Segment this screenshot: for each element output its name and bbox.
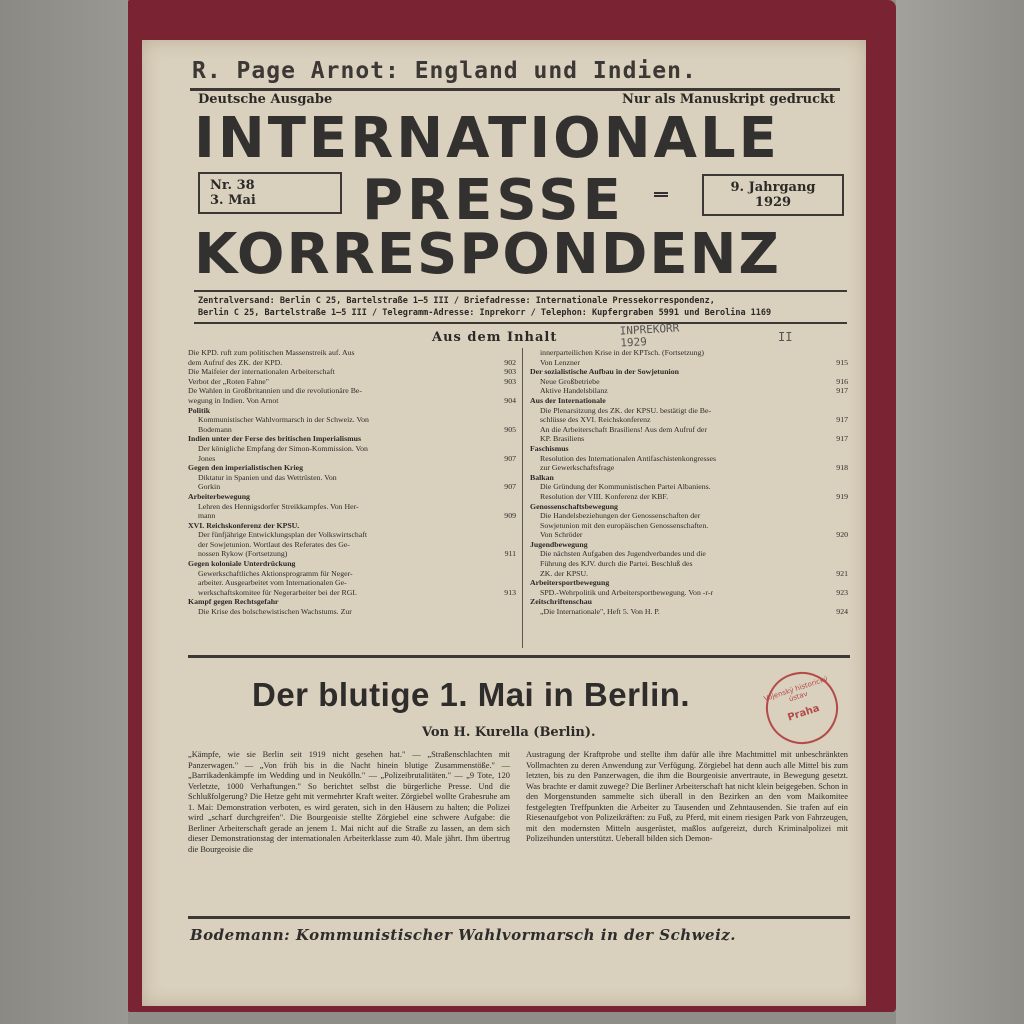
volume-label: 9. Jahrgang [730, 180, 816, 195]
toc-entry-text: Jugendbewegung [530, 539, 588, 549]
toc-entry [530, 530, 848, 540]
toc-entry [530, 358, 848, 368]
toc-entry-text: dem Aufruf des ZK. der KPD. [188, 357, 283, 367]
toc-entry-text: Der königliche Empfang der Simon-Kommission. Von [198, 443, 368, 453]
toc-page-number: 918 [836, 463, 848, 473]
issue-box [198, 172, 342, 214]
toc-entry [188, 540, 516, 550]
toc-entry-text: Resolution des Internationalen Antifaschistenkongresses [540, 453, 717, 463]
toc-page-number: 907 [504, 453, 516, 463]
toc-entry [530, 492, 848, 502]
toc-section-heading [530, 473, 848, 483]
toc-entry [188, 425, 516, 435]
toc-entry-text: mann [198, 511, 216, 521]
toc-entry-text: arbeiter. Ausgearbeitet vom Internationalen Ge- [198, 578, 347, 588]
toc-entry-text: Von Schröder [540, 530, 583, 540]
masthead-hyphen [654, 192, 668, 197]
toc-page-number: 917 [836, 386, 848, 396]
toc-entry-text: Die Krise des bolschewistischen Wachstums. Zur [198, 607, 352, 617]
toc-entry [188, 415, 516, 425]
toc-entry-text: Jones [198, 453, 216, 463]
toc-entry [188, 444, 516, 454]
toc-entry [530, 559, 848, 569]
toc-entry [188, 358, 516, 368]
toc-entry-text: Gewerkschaftliches Aktionsprogramm für Neger- [198, 568, 353, 578]
article-byline: Von H. Kurella (Berlin). [422, 725, 596, 740]
handwritten-note [619, 322, 680, 349]
stamp-text: Vojenský historický ústav [762, 674, 829, 704]
toc-page-number: 913 [504, 587, 516, 597]
toc-entry [188, 482, 516, 492]
toc-entry [188, 578, 516, 588]
toc-entry-text: Die nächsten Aufgaben des Jugendverbandes und die [540, 549, 706, 559]
toc-page-number: 904 [504, 395, 516, 405]
toc-entry-text: Resolution der VIII. Konferenz der KBF. [540, 491, 669, 501]
address-block [194, 290, 847, 324]
article-column-right: Austragung der Kraftprobe und stellte ihm dafür alle ihre Machtmittel mit unbeschränkten Vollmachten zu deren Anwendung zur Verfügung. Zörgiebel hat denn auch alle Mittel bis zum letzten, bis zu den Panzerwagen, die ihm die Bourgeoisie anvertraute, in Bewegung gesetzt. Was brachte er damit zuwege? Die Berliner Arbeiterschaft hat nicht klein beigegeben. Schon in den Morgenstunden sammelte sich überall in den Bezirken an den vom Maikomitee festgelegten Treffpunkten die Arbeiter zu Tausenden und Zehntausenden. Sie trafen auf ein Riesenaufgebot von Polizeikräften: zu Fuß, zu Pferd, mit einem riesigen Park von Fahrzeugen, mit den modernsten Mitteln ausgerüstet, maßlos aufgereizt, durch Kriminalpolizei mit Polizeihunden unterstützt. Ueberall bilden sich Demon- [526, 750, 848, 843]
toc-entry-text: Balkan [530, 472, 554, 482]
masthead-line-2: PRESSE [362, 168, 625, 233]
toc-entry-text: Politik [188, 405, 211, 415]
toc-entry-text: KP. Brasiliens [540, 434, 585, 444]
toc-divider [522, 348, 523, 648]
toc-entry-text: Der fünfjährige Entwicklungsplan der Volkswirtschaft [198, 530, 368, 540]
toc-section-heading [530, 597, 848, 607]
handwritten-roman: II [778, 330, 793, 344]
toc-entry-text: Genossenschaftsbewegung [530, 501, 618, 511]
background-left [0, 0, 128, 1024]
volume-box [702, 174, 844, 216]
article-bottom-rule [188, 916, 850, 919]
toc-entry [188, 588, 516, 598]
toc-entry-text: Gorkin [198, 482, 221, 492]
toc-entry-text: innerparteilichen Krise in der KPTsch. (Fortsetzung) [540, 348, 705, 357]
toc-entry-text: schlüsse des XVI. Reichskonferenz [540, 415, 651, 425]
edition-label: Deutsche Ausgabe [198, 92, 333, 107]
toc-entry-text: zur Gewerkschaftsfrage [540, 463, 615, 473]
toc-entry-text: Die Handelsbeziehungen der Genossenschaften der [540, 511, 701, 521]
toc-entry [188, 569, 516, 579]
toc-entry-text: Von Lenzner [540, 357, 580, 367]
handwritten-note-line: 1929 [619, 335, 648, 350]
toc-right-column [530, 348, 848, 617]
toc-entry [530, 463, 848, 473]
toc-section-heading [530, 502, 848, 512]
toc-entry [530, 434, 848, 444]
toc-entry-text: werkschaftskomitee für Negerarbeiter bei der RGI. [198, 587, 357, 597]
toc-entry-text: ZK. der KPSU. [540, 568, 589, 578]
toc-entry-text: Bodemann [198, 424, 232, 434]
toc-page-number: 917 [836, 415, 848, 425]
issue-date: 3. Mai [210, 193, 256, 208]
toc-entry-text: Lehren des Hennigsdorfer Streikkampfes. Von Her- [198, 501, 359, 511]
toc-entry-text: De Wahlen in Großbritannien und die revolutionäre Be- [188, 386, 362, 396]
toc-section-heading [530, 396, 848, 406]
top-title: R. Page Arnot: England und Indien. [192, 58, 697, 84]
masthead-line-3: KORRESPONDENZ [194, 222, 782, 287]
toc-entry-text: An die Arbeiterschaft Brasiliens! Aus dem Aufruf der [540, 424, 707, 434]
manuscript-note: Nur als Manuskript gedruckt [622, 92, 836, 107]
toc-section-heading [188, 521, 516, 531]
toc-entry [188, 386, 516, 396]
toc-entry-text: Die KPD. ruft zum politischen Massenstreik auf. Aus [188, 348, 355, 357]
toc-entry-text: Zeitschriftenschau [530, 597, 592, 607]
toc-entry-text: Sowjetunion mit den europäischen Genossenschaften. [540, 520, 709, 530]
toc-entry [530, 521, 848, 531]
toc-page-number: 923 [836, 587, 848, 597]
toc-entry-text: Kampf gegen Rechtsgefahr [188, 597, 279, 607]
toc-entry [188, 454, 516, 464]
toc-page-number: 907 [504, 482, 516, 492]
toc-entry-text: Arbeitersportbewegung [530, 578, 610, 588]
toc-entry-text: Die Maifeier der internationalen Arbeiterschaft [188, 367, 335, 377]
toc-entry [530, 425, 848, 435]
toc-entry-text: Neue Großbetriebe [540, 376, 600, 386]
toc-page-number: 924 [836, 607, 848, 617]
toc-section-heading [188, 463, 516, 473]
toc-left-column [188, 348, 516, 617]
toc-section-heading [530, 540, 848, 550]
toc-entry [530, 607, 848, 617]
toc-entry [530, 588, 848, 598]
toc-section-heading [530, 444, 848, 454]
toc-page-number: 909 [504, 511, 516, 521]
toc-entry [530, 569, 848, 579]
toc-entry [188, 396, 516, 406]
toc-entry-text: Verbot der „Roten Fahne" [188, 376, 269, 386]
article-column-left: „Kämpfe, wie sie Berlin seit 1919 nicht gesehen hat." — „Straßenschlachten mit Panzerwagen." — „Von früh bis in die Nacht hinein blutige Zusammenstöße." — „Barrikadenkämpfe im Wedding und in Neukölln." — „Polizeibrutalitäten." — „9 Tote, 120 Verletzte, 1000 Verhaftungen." So berichtet selbst die bürgerliche Presse. Und die Schlußfolgerung? Die Hetze geht mit vermehrter Kraft weiter. Zörgiebel wollte Grabesruhe am 1. Mai: Demonstration verboten, es wird geraten, sich in den Häusern zu halten; die Polizei wird „scharf durchgreifen". Die Bourgeoisie stellte Zörgiebel eine schwere Aufgabe: die Berliner Arbeiterschaft gerade an jenem 1. Mai nicht auf die Straße zu lassen, an dem sich dieser Demonstrationstag der internationalen Arbeiterklasse zum 40. Male jährt. Ihm übertrug die Bourgeoisie die [188, 750, 510, 854]
toc-entry [530, 386, 848, 396]
article-headline: Der blutige 1. Mai in Berlin. [252, 676, 691, 713]
address-line: Berlin C 25, Bartelstraße 1—5 III / Telegramm-Adresse: Inprekorr / Telephon: Kupfergraben 5991 und Berolina 1169 [198, 308, 772, 318]
toc-entry [188, 549, 516, 559]
toc-page-number: 919 [836, 491, 848, 501]
toc-page-number: 917 [836, 434, 848, 444]
toc-entry-text: der Sowjetunion. Wortlaut des Referates des Ge- [198, 539, 350, 549]
toc-entry [530, 549, 848, 559]
toc-page-number: 920 [836, 530, 848, 540]
toc-section-heading [188, 434, 516, 444]
toc-page-number: 911 [504, 549, 516, 559]
toc-bottom-rule [188, 655, 850, 658]
volume-year: 1929 [754, 195, 792, 210]
toc-section-heading [530, 367, 848, 377]
toc-entry [188, 367, 516, 377]
toc-entry [530, 454, 848, 464]
toc-entry [530, 482, 848, 492]
toc-entry-text: „Die Internationale", Heft 5. Von H. P. [540, 607, 660, 617]
toc-page-number: 916 [836, 376, 848, 386]
toc-entry-text: Kommunistischer Wahlvormarsch in der Schweiz. Von [198, 415, 369, 425]
toc-section-heading [188, 406, 516, 416]
toc-page-number: 915 [836, 357, 848, 367]
footer-title: Bodemann: Kommunistischer Wahlvormarsch in der Schweiz. [190, 926, 737, 944]
toc-entry-text: Aktive Handelsbilanz [540, 386, 608, 396]
toc-entry [188, 607, 516, 617]
masthead-line-1: INTERNATIONALE [194, 106, 780, 171]
toc-entry [188, 511, 516, 521]
toc-entry-text: XVI. Reichskonferenz der KPSU. [188, 520, 300, 530]
toc-entry [188, 348, 516, 358]
toc-entry-text: Arbeiterbewegung [188, 491, 250, 501]
toc-entry-text: Die Plenarsitzung des ZK. der KPSU. bestätigt die Be- [540, 405, 712, 415]
toc-entry [530, 415, 848, 425]
handwritten-note-line: INPREKORR [619, 321, 680, 338]
toc-entry-text: Indien unter der Ferse des britischen Imperialismus [188, 434, 361, 444]
toc-page-number: 905 [504, 424, 516, 434]
toc-heading: Aus dem Inhalt [432, 330, 558, 345]
toc-entry-text: Führung des KJV. durch die Partei. Beschluß des [540, 559, 693, 569]
toc-entry-text: Der sozialistische Aufbau in der Sowjetunion [530, 367, 679, 377]
toc-section-heading [530, 578, 848, 588]
toc-page-number: 921 [836, 568, 848, 578]
toc-page-number: 903 [504, 376, 516, 386]
toc-section-heading [188, 559, 516, 569]
toc-entry-text: Gegen den imperialistischen Krieg [188, 463, 303, 473]
toc-section-heading [188, 597, 516, 607]
issue-number: Nr. 38 [210, 178, 255, 193]
toc-entry [188, 377, 516, 387]
toc-entry-text: wegung in Indien. Von Arnot [188, 395, 279, 405]
toc-entry [188, 530, 516, 540]
stamp-city: Praha [786, 702, 822, 724]
toc-entry-text: SPD.-Wehrpolitik und Arbeitersportbewegung. Von -r-r [540, 587, 714, 597]
toc-entry-text: Diktatur in Spanien und das Wettrüsten. Von [198, 472, 337, 482]
toc-entry-text: Faschismus [530, 443, 569, 453]
toc-entry [530, 377, 848, 387]
toc-entry [530, 406, 848, 416]
toc-entry-text: Aus der Internationale [530, 395, 606, 405]
toc-entry [188, 473, 516, 483]
toc-entry-text: nossen Rykow (Fortsetzung) [198, 549, 288, 559]
toc-entry [530, 348, 848, 358]
newspaper-page [142, 40, 866, 1006]
library-stamp [757, 663, 848, 754]
toc-page-number: 903 [504, 367, 516, 377]
address-line: Zentralversand: Berlin C 25, Bartelstraße 1—5 III / Briefadresse: Internationale Pressekorrespondenz, [198, 296, 715, 306]
toc-entry [188, 502, 516, 512]
toc-page-number: 902 [504, 357, 516, 367]
toc-entry-text: Die Gründung der Kommunistischen Partei Albaniens. [540, 482, 711, 492]
toc-section-heading [188, 492, 516, 502]
toc-entry [530, 511, 848, 521]
background-right [896, 0, 1024, 1024]
toc-entry-text: Gegen koloniale Unterdrückung [188, 559, 296, 569]
top-rule [190, 88, 840, 91]
